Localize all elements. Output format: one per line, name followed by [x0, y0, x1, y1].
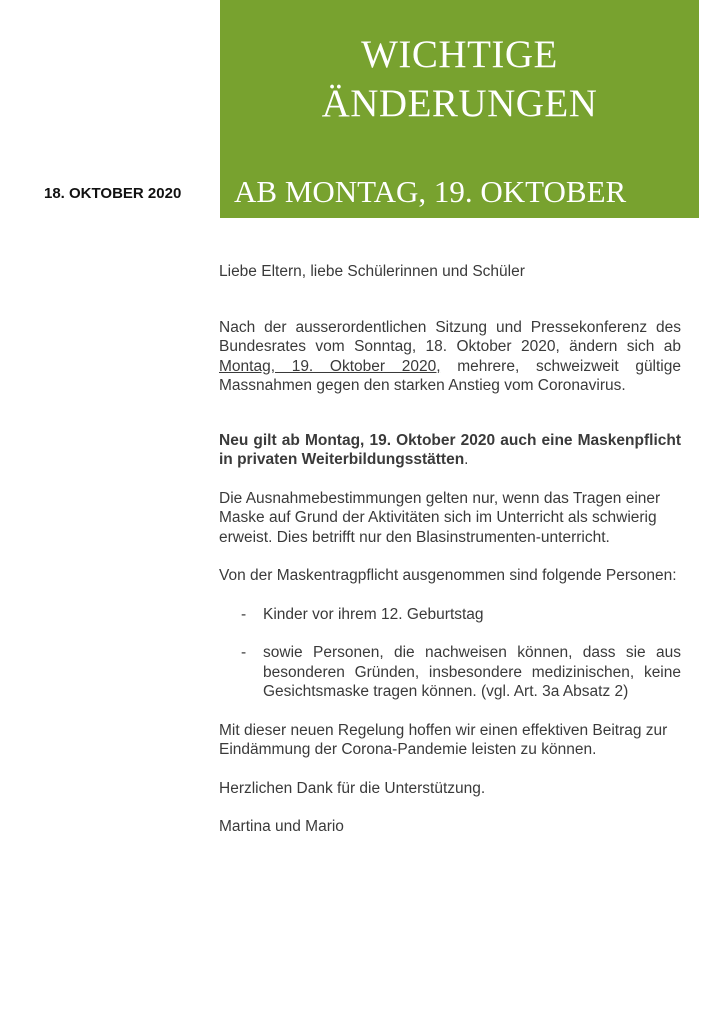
closing-paragraph: Mit dieser neuen Regelung hoffen wir einen effektiven Beitrag zur Eindämmung der Corona-Pandemie leisten zu können. [219, 721, 668, 758]
thanks-line: Herzlichen Dank für die Unterstützung. [219, 779, 486, 797]
header-banner [220, 0, 699, 218]
banner-subtitle: AB MONTAG, 19. OKTOBER [234, 174, 627, 209]
intro-paragraph [219, 318, 681, 396]
bullet-dash: - [241, 644, 247, 661]
highlight-paragraph [219, 431, 681, 470]
signature: Martina und Mario [219, 818, 344, 835]
list-item-text: Kinder vor ihrem 12. Geburtstag [263, 605, 484, 623]
effective-date: Montag, 19. Oktober 2020, [219, 357, 441, 375]
exceptions-paragraph: Die Ausnahmebestimmungen gelten nur, wenn das Tragen einer Maske auf Grund der Aktivitäten sich im Unterricht als schwierig erweist. Dies betrifft nur den Blasinstrumenten-unterricht. [219, 489, 661, 546]
letter-body [219, 262, 681, 837]
intro-text: Nach der ausserordentlichen Sitzung und Pressekonferenz des Bundesrates vom Sonntag, 18. Oktober 2020, ändern sich ab [219, 318, 681, 355]
highlight-tail: . [464, 451, 469, 468]
page-title [220, 30, 699, 128]
list-item [219, 605, 681, 625]
bullet-dash: - [241, 605, 247, 623]
intro-text-end: mehrere, schweizweit gültige Massnahmen gegen den starken Anstieg vom Coronavirus. [219, 357, 681, 394]
highlight-text: Neu gilt ab Montag, 19. Oktober 2020 auch eine Maskenpflicht in privaten Weiterbildungsstätten [219, 431, 681, 468]
exempt-intro: Von der Maskentragpflicht ausgenommen sind folgende Personen: [219, 567, 677, 584]
document-date: 18. OKTOBER 2020 [44, 185, 182, 202]
title-line-1: WICHTIGE [361, 33, 558, 76]
greeting: Liebe Eltern, liebe Schülerinnen und Schüler [219, 263, 525, 280]
title-line-2: ÄNDERUNGEN [321, 82, 598, 125]
list-item-text: sowie Personen, die nachweisen können, dass sie aus besonderen Gründen, insbesondere medizinischen, keine Gesichtsmaske tragen können. (vgl. Art. 3a Absatz 2) [263, 644, 681, 700]
list-item [219, 643, 681, 702]
exempt-list [219, 605, 681, 702]
